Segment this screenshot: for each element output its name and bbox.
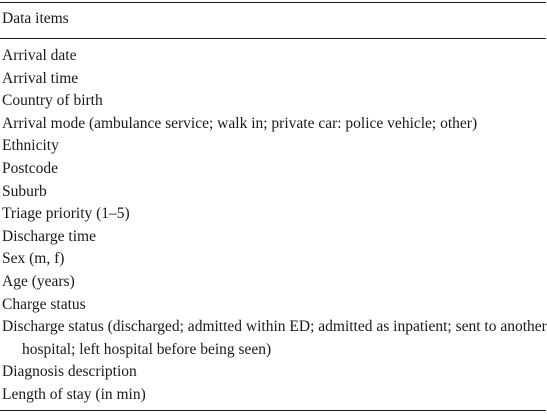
table-row: Suburb xyxy=(2,182,47,200)
table-row: Length of stay (in min) xyxy=(2,385,146,403)
table-row: Sex (m, f) xyxy=(2,250,65,268)
table-row: Age (years) xyxy=(2,272,75,290)
table-row: Triage priority (1–5) xyxy=(2,205,130,223)
table-row: Arrival time xyxy=(2,69,79,87)
top-rule xyxy=(0,2,546,3)
header-rule xyxy=(0,38,546,39)
data-items-list xyxy=(0,45,547,407)
table-row: Postcode xyxy=(2,159,58,177)
table-row: Arrival date xyxy=(2,47,77,64)
table-row: Charge status xyxy=(2,295,86,313)
table-row: Diagnosis description xyxy=(2,363,137,381)
table-row: Discharge time xyxy=(2,227,96,245)
table-row: Country of birth xyxy=(2,92,103,110)
table-row: Discharge status (discharged; admitted within ED; admitted as inpatient; sent to another hospital; left hospital before being seen) xyxy=(2,318,547,358)
bottom-rule xyxy=(0,410,546,411)
column-header: Data items xyxy=(2,10,69,27)
table-row: Arrival mode (ambulance service; walk in; private car: police vehicle; other) xyxy=(2,114,478,132)
table-row: Ethnicity xyxy=(2,137,59,155)
